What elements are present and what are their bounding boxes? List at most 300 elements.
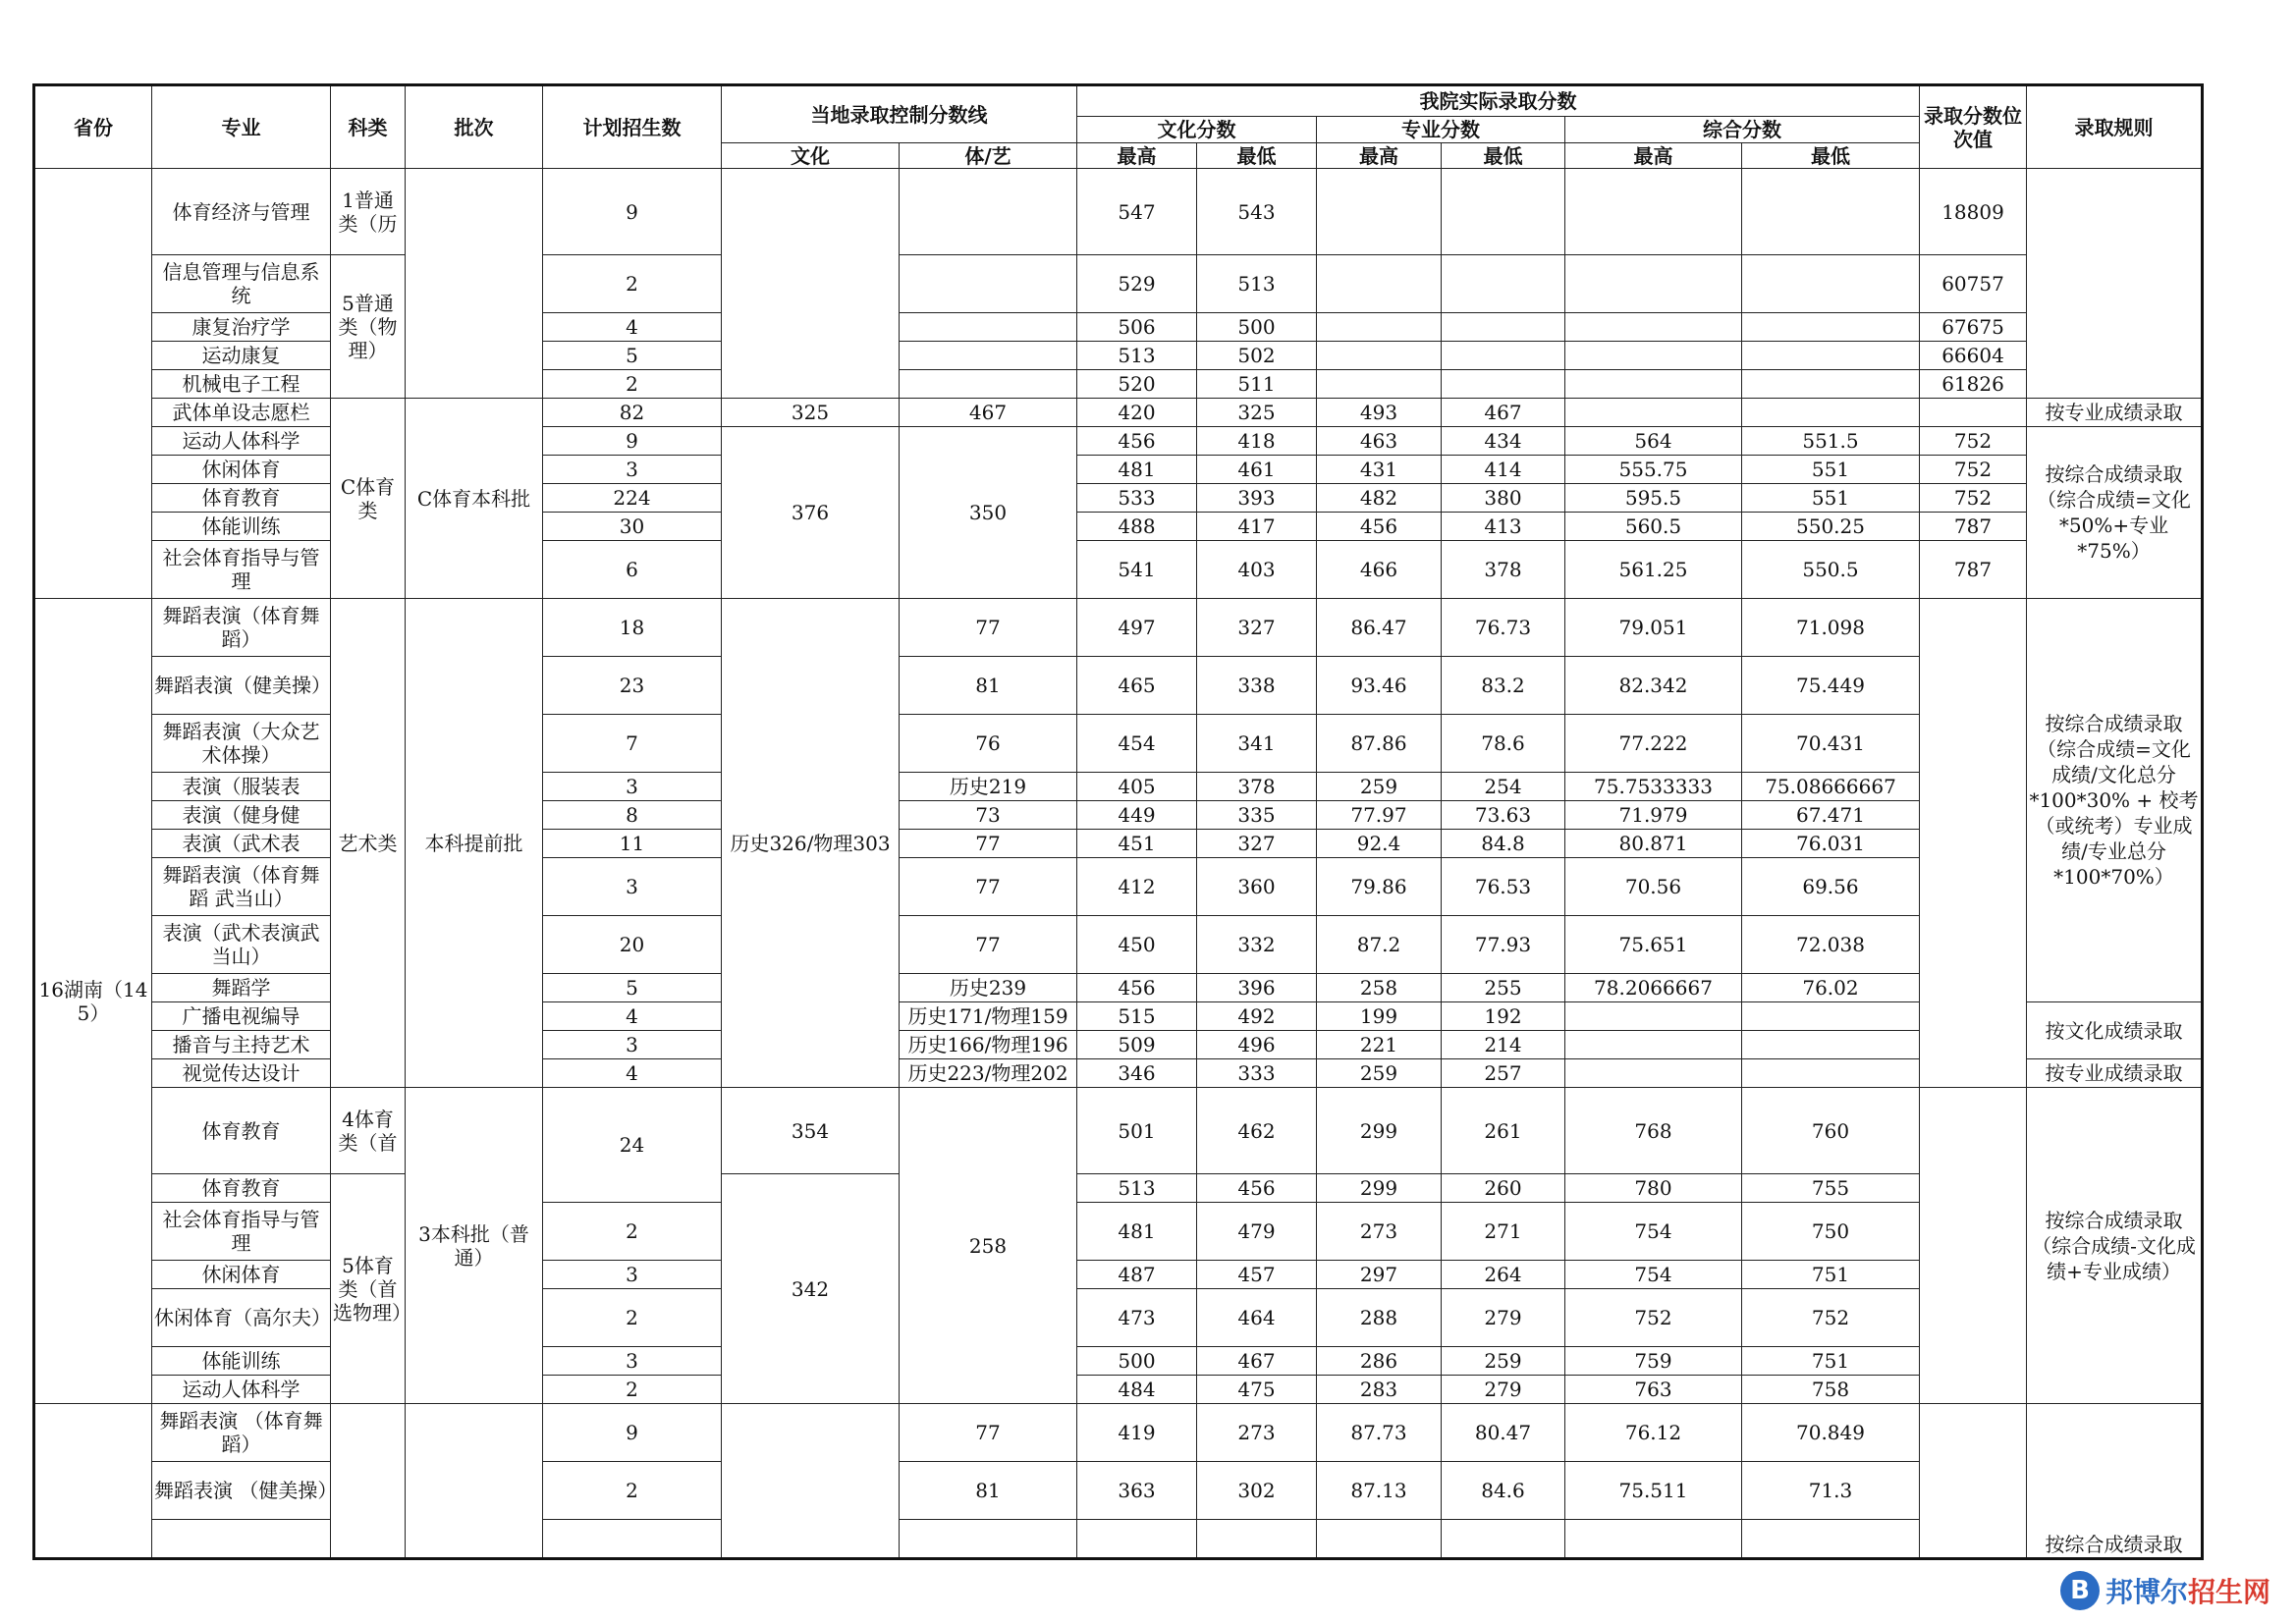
major-min-cell-cutoff: [1442, 1520, 1565, 1559]
major-max-cell: 493: [1317, 399, 1442, 427]
rank-cell: 61826: [1920, 370, 2027, 399]
culture-min-cell: 360: [1197, 858, 1317, 916]
major-cell: 社会体育指导与管理: [152, 1203, 331, 1261]
major-cell: 舞蹈表演 （健美操）: [152, 1462, 331, 1520]
local-sport-cell: [900, 313, 1077, 342]
admission-score-table: [32, 83, 2204, 1560]
total-max-cell: 555.75: [1565, 456, 1742, 484]
major-cell: 体能训练: [152, 1347, 331, 1376]
local-sport-cell: 历史239: [900, 974, 1077, 1002]
local-sport-cell: 258: [900, 1088, 1077, 1404]
major-max-cell: 466: [1317, 541, 1442, 599]
culture-min-cell-cutoff: [1197, 1520, 1317, 1559]
culture-max-cell: 513: [1077, 1174, 1197, 1203]
rank-cell-blank: [1920, 599, 2027, 1088]
table-row: [34, 599, 2203, 657]
table-header: [34, 85, 2203, 169]
rule-cell-blank: [2027, 169, 2203, 399]
culture-max-cell: 420: [1077, 399, 1197, 427]
header-total-min: 最低: [1742, 143, 1920, 169]
header-local-culture: 文化: [722, 143, 900, 169]
total-max-cell: [1565, 370, 1742, 399]
local-culture-cell: 历史326/物理303: [722, 599, 900, 1088]
major-min-cell: 84.8: [1442, 830, 1565, 858]
header-province: 省份: [34, 85, 152, 169]
header-plan: 计划招生数: [543, 85, 722, 169]
culture-min-cell: 327: [1197, 830, 1317, 858]
total-min-cell: [1742, 255, 1920, 313]
table-row: [34, 169, 2203, 255]
plan-cell: 2: [543, 370, 722, 399]
logo-text-a: 邦博尔: [2105, 1576, 2189, 1608]
total-max-cell: [1565, 1002, 1742, 1031]
culture-max-cell: 454: [1077, 715, 1197, 773]
header-major-score: 专业分数: [1317, 117, 1565, 143]
major-min-cell: 76.73: [1442, 599, 1565, 657]
major-max-cell: [1317, 255, 1442, 313]
major-cell: 运动人体科学: [152, 427, 331, 456]
major-min-cell: 73.63: [1442, 801, 1565, 830]
major-cell: 体育经济与管理: [152, 169, 331, 255]
plan-cell: 18: [543, 599, 722, 657]
local-sport-cell: 历史166/物理196: [900, 1031, 1077, 1059]
major-max-cell: [1317, 313, 1442, 342]
culture-max-cell: 547: [1077, 169, 1197, 255]
culture-min-cell: 479: [1197, 1203, 1317, 1261]
plan-cell: 2: [543, 1376, 722, 1404]
local-sport-cell: [900, 169, 1077, 255]
culture-max-cell: 529: [1077, 255, 1197, 313]
major-cell: 舞蹈表演（体育舞蹈）: [152, 599, 331, 657]
total-max-cell: 75.511: [1565, 1462, 1742, 1520]
major-min-cell: 260: [1442, 1174, 1565, 1203]
total-min-cell: 67.471: [1742, 801, 1920, 830]
header-local-line: 当地录取控制分数线: [722, 85, 1077, 143]
major-max-cell: [1317, 169, 1442, 255]
major-cell: 视觉传达设计: [152, 1059, 331, 1088]
local-sport-cell: 76: [900, 715, 1077, 773]
major-min-cell: 261: [1442, 1088, 1565, 1174]
local-sport-cell: 77: [900, 599, 1077, 657]
plan-cell: 2: [543, 255, 722, 313]
table-row: [34, 399, 2203, 427]
major-min-cell: 467: [1442, 399, 1565, 427]
batch-cell-blank: [406, 1404, 543, 1559]
major-min-cell: 414: [1442, 456, 1565, 484]
major-max-cell: 93.46: [1317, 657, 1442, 715]
category-cell: 1普通类（历: [331, 169, 406, 255]
culture-min-cell: 327: [1197, 599, 1317, 657]
major-max-cell: 463: [1317, 427, 1442, 456]
culture-max-cell: 456: [1077, 974, 1197, 1002]
rank-cell: 67675: [1920, 313, 2027, 342]
culture-min-cell: 333: [1197, 1059, 1317, 1088]
header-culture-score: 文化分数: [1077, 117, 1317, 143]
logo-b-icon: B: [2060, 1571, 2100, 1610]
major-max-cell: [1317, 370, 1442, 399]
total-max-cell: [1565, 1031, 1742, 1059]
total-max-cell: [1565, 1059, 1742, 1088]
culture-max-cell: 465: [1077, 657, 1197, 715]
plan-cell: 9: [543, 1404, 722, 1462]
province-cell: 16湖南（145）: [34, 599, 152, 1404]
total-max-cell: 71.979: [1565, 801, 1742, 830]
culture-min-cell: 475: [1197, 1376, 1317, 1404]
total-max-cell: 561.25: [1565, 541, 1742, 599]
batch-cell-blank: [406, 169, 543, 399]
header-major: 专业: [152, 85, 331, 169]
culture-min-cell: 543: [1197, 169, 1317, 255]
major-cell: 表演（武术表演武当山）: [152, 916, 331, 974]
plan-cell-cutoff: [543, 1520, 722, 1559]
major-min-cell: 279: [1442, 1376, 1565, 1404]
rank-cell: 752: [1920, 456, 2027, 484]
culture-min-cell: 502: [1197, 342, 1317, 370]
plan-cell: 8: [543, 801, 722, 830]
local-sport-cell: 81: [900, 657, 1077, 715]
total-min-cell: 752: [1742, 1289, 1920, 1347]
table-row: [34, 1404, 2203, 1462]
header-culture-min: 最低: [1197, 143, 1317, 169]
local-culture-cell: 354: [722, 1088, 900, 1174]
header-total-score: 综合分数: [1565, 117, 1920, 143]
total-max-cell: 80.871: [1565, 830, 1742, 858]
major-max-cell: 456: [1317, 513, 1442, 541]
major-cell: 表演（服装表: [152, 773, 331, 801]
major-max-cell: 259: [1317, 1059, 1442, 1088]
culture-max-cell: 363: [1077, 1462, 1197, 1520]
plan-cell: 2: [543, 1462, 722, 1520]
header-rule: 录取规则: [2027, 85, 2203, 169]
culture-max-cell: 449: [1077, 801, 1197, 830]
plan-cell: 3: [543, 773, 722, 801]
plan-cell: 7: [543, 715, 722, 773]
culture-max-cell: 419: [1077, 1404, 1197, 1462]
culture-max-cell: 541: [1077, 541, 1197, 599]
culture-min-cell: 513: [1197, 255, 1317, 313]
plan-cell: 20: [543, 916, 722, 974]
header-total-max: 最高: [1565, 143, 1742, 169]
major-min-cell: 434: [1442, 427, 1565, 456]
local-sport-cell: 历史219: [900, 773, 1077, 801]
major-min-cell: 214: [1442, 1031, 1565, 1059]
major-cell: 舞蹈表演（大众艺术体操）: [152, 715, 331, 773]
culture-min-cell: 492: [1197, 1002, 1317, 1031]
culture-min-cell: 511: [1197, 370, 1317, 399]
total-max-cell: 78.2066667: [1565, 974, 1742, 1002]
plan-cell: 3: [543, 858, 722, 916]
plan-cell: 11: [543, 830, 722, 858]
local-sport-cell: 77: [900, 1404, 1077, 1462]
total-min-cell: 755: [1742, 1174, 1920, 1203]
culture-min-cell: 496: [1197, 1031, 1317, 1059]
major-cell: 体能训练: [152, 513, 331, 541]
plan-cell: 3: [543, 1031, 722, 1059]
batch-cell: C体育本科批: [406, 399, 543, 599]
plan-cell: 3: [543, 456, 722, 484]
major-max-cell: 92.4: [1317, 830, 1442, 858]
culture-max-cell: 509: [1077, 1031, 1197, 1059]
total-min-cell: 551.5: [1742, 427, 1920, 456]
major-max-cell: 259: [1317, 773, 1442, 801]
logo-text: [2105, 1571, 2270, 1610]
major-max-cell: 221: [1317, 1031, 1442, 1059]
table-row: [34, 1088, 2203, 1174]
culture-max-cell: 497: [1077, 599, 1197, 657]
total-max-cell: 79.051: [1565, 599, 1742, 657]
header-local-sport: 体/艺: [900, 143, 1077, 169]
rank-cell: [1920, 399, 2027, 427]
major-min-cell: 77.93: [1442, 916, 1565, 974]
culture-min-cell: 418: [1197, 427, 1317, 456]
total-min-cell: [1742, 1059, 1920, 1088]
major-min-cell: 83.2: [1442, 657, 1565, 715]
major-max-cell: 299: [1317, 1088, 1442, 1174]
culture-min-cell: 378: [1197, 773, 1317, 801]
major-cell: 舞蹈表演（健美操）: [152, 657, 331, 715]
culture-min-cell: 417: [1197, 513, 1317, 541]
local-sport-cell: [900, 370, 1077, 399]
plan-cell: 4: [543, 313, 722, 342]
culture-max-cell: 346: [1077, 1059, 1197, 1088]
major-cell: 社会体育指导与管理: [152, 541, 331, 599]
rule-cell: 按综合成绩录取（综合成绩=文化*50%+专业*75%）: [2027, 427, 2203, 599]
local-sport-cell: 历史223/物理202: [900, 1059, 1077, 1088]
major-cell: 运动康复: [152, 342, 331, 370]
major-max-cell: 87.2: [1317, 916, 1442, 974]
major-max-cell: 87.86: [1317, 715, 1442, 773]
total-max-cell: [1565, 255, 1742, 313]
table-row: [34, 1174, 2203, 1203]
total-max-cell: 768: [1565, 1088, 1742, 1174]
culture-max-cell: 451: [1077, 830, 1197, 858]
rank-cell: 787: [1920, 541, 2027, 599]
culture-max-cell: 487: [1077, 1261, 1197, 1289]
culture-max-cell: 533: [1077, 484, 1197, 513]
total-min-cell: 760: [1742, 1088, 1920, 1174]
culture-max-cell: 481: [1077, 1203, 1197, 1261]
culture-max-cell: 484: [1077, 1376, 1197, 1404]
local-sport-cell: 467: [900, 399, 1077, 427]
major-cell: 播音与主持艺术: [152, 1031, 331, 1059]
culture-max-cell: 450: [1077, 916, 1197, 974]
batch-cell: 3本科批（普通）: [406, 1088, 543, 1404]
total-max-cell: 76.12: [1565, 1404, 1742, 1462]
local-sport-cell: 350: [900, 427, 1077, 599]
header-major-min: 最低: [1442, 143, 1565, 169]
culture-min-cell: 403: [1197, 541, 1317, 599]
major-max-cell-cutoff: [1317, 1520, 1442, 1559]
major-max-cell: 482: [1317, 484, 1442, 513]
total-min-cell: 76.02: [1742, 974, 1920, 1002]
culture-min-cell: 338: [1197, 657, 1317, 715]
culture-min-cell: 456: [1197, 1174, 1317, 1203]
total-max-cell: 82.342: [1565, 657, 1742, 715]
culture-min-cell: 325: [1197, 399, 1317, 427]
category-cell: 5体育类（首选物理）: [331, 1174, 406, 1404]
major-cell: 运动人体科学: [152, 1376, 331, 1404]
total-min-cell: 70.849: [1742, 1404, 1920, 1462]
rank-cell-blank: [1920, 1404, 2027, 1559]
rank-cell: 752: [1920, 427, 2027, 456]
plan-cell: 2: [543, 1289, 722, 1347]
province-cell-blank: [34, 169, 152, 599]
major-min-cell: 84.6: [1442, 1462, 1565, 1520]
total-min-cell: 75.08666667: [1742, 773, 1920, 801]
culture-min-cell: 462: [1197, 1088, 1317, 1174]
batch-cell: 本科提前批: [406, 599, 543, 1088]
total-max-cell: [1565, 399, 1742, 427]
category-cell: C体育类: [331, 399, 406, 599]
plan-cell: 24: [543, 1088, 722, 1203]
header-category: 科类: [331, 85, 406, 169]
total-max-cell: 560.5: [1565, 513, 1742, 541]
major-max-cell: [1317, 342, 1442, 370]
total-max-cell: 70.56: [1565, 858, 1742, 916]
culture-min-cell: 396: [1197, 974, 1317, 1002]
rank-cell: 66604: [1920, 342, 2027, 370]
total-min-cell: [1742, 370, 1920, 399]
major-min-cell: 76.53: [1442, 858, 1565, 916]
major-min-cell: 380: [1442, 484, 1565, 513]
major-max-cell: 258: [1317, 974, 1442, 1002]
total-min-cell: [1742, 1002, 1920, 1031]
total-min-cell: [1742, 342, 1920, 370]
local-culture-cell: 342: [722, 1174, 900, 1404]
local-sport-cell: 73: [900, 801, 1077, 830]
major-cell: 机械电子工程: [152, 370, 331, 399]
local-culture-cell-blank: [722, 169, 900, 399]
local-sport-cell: 77: [900, 916, 1077, 974]
rule-cell: 按专业成绩录取: [2027, 1059, 2203, 1088]
total-max-cell: 754: [1565, 1261, 1742, 1289]
major-cell: 广播电视编导: [152, 1002, 331, 1031]
major-min-cell: [1442, 370, 1565, 399]
major-cell: 舞蹈表演 （体育舞蹈）: [152, 1404, 331, 1462]
plan-cell: 9: [543, 427, 722, 456]
major-min-cell: [1442, 313, 1565, 342]
major-cell: 信息管理与信息系统: [152, 255, 331, 313]
plan-cell: 82: [543, 399, 722, 427]
culture-max-cell: 473: [1077, 1289, 1197, 1347]
culture-min-cell: 332: [1197, 916, 1317, 974]
site-watermark-logo: [2060, 1569, 2270, 1612]
major-max-cell: 283: [1317, 1376, 1442, 1404]
plan-cell: 23: [543, 657, 722, 715]
major-max-cell: 288: [1317, 1289, 1442, 1347]
total-min-cell: [1742, 399, 1920, 427]
total-max-cell: 759: [1565, 1347, 1742, 1376]
culture-max-cell: 412: [1077, 858, 1197, 916]
total-max-cell: [1565, 342, 1742, 370]
plan-cell: 3: [543, 1261, 722, 1289]
rule-cell: 按专业成绩录取: [2027, 399, 2203, 427]
total-min-cell: 71.3: [1742, 1462, 1920, 1520]
major-min-cell: 78.6: [1442, 715, 1565, 773]
total-min-cell: 69.56: [1742, 858, 1920, 916]
logo-text-b: 招生网: [2188, 1576, 2271, 1608]
total-min-cell: 758: [1742, 1376, 1920, 1404]
culture-max-cell: 520: [1077, 370, 1197, 399]
total-max-cell-cutoff: [1565, 1520, 1742, 1559]
rank-cell: 752: [1920, 484, 2027, 513]
major-cell: 体育教育: [152, 1174, 331, 1203]
header-major-max: 最高: [1317, 143, 1442, 169]
total-min-cell: [1742, 313, 1920, 342]
major-min-cell: [1442, 169, 1565, 255]
major-min-cell: [1442, 255, 1565, 313]
major-min-cell: [1442, 342, 1565, 370]
local-sport-cell-cutoff: [900, 1520, 1077, 1559]
culture-max-cell-cutoff: [1077, 1520, 1197, 1559]
major-max-cell: 199: [1317, 1002, 1442, 1031]
category-cell: 4体育类（首: [331, 1088, 406, 1174]
total-min-cell: 751: [1742, 1261, 1920, 1289]
culture-min-cell: 273: [1197, 1404, 1317, 1462]
header-culture-max: 最高: [1077, 143, 1197, 169]
admission-table-container: [32, 83, 2201, 1556]
total-min-cell: 750: [1742, 1203, 1920, 1261]
major-cell: 康复治疗学: [152, 313, 331, 342]
culture-min-cell: 464: [1197, 1289, 1317, 1347]
total-min-cell: 550.5: [1742, 541, 1920, 599]
major-min-cell: 271: [1442, 1203, 1565, 1261]
rank-cell-blank: [1920, 1088, 2027, 1404]
total-min-cell: 551: [1742, 484, 1920, 513]
major-max-cell: 286: [1317, 1347, 1442, 1376]
local-sport-cell: 77: [900, 858, 1077, 916]
rule-cell: 按综合成绩录取（综合成绩=文化成绩/文化总分*100*30% + 校考（或统考）专业成绩/专业总分*100*70%）: [2027, 599, 2203, 1002]
culture-max-cell: 506: [1077, 313, 1197, 342]
major-min-cell: 378: [1442, 541, 1565, 599]
total-min-cell: 751: [1742, 1347, 1920, 1376]
major-max-cell: 431: [1317, 456, 1442, 484]
total-max-cell: [1565, 313, 1742, 342]
total-max-cell: 75.651: [1565, 916, 1742, 974]
major-cell: 休闲体育（高尔夫）: [152, 1289, 331, 1347]
table-body: [34, 169, 2203, 1559]
total-max-cell: 595.5: [1565, 484, 1742, 513]
major-max-cell: 77.97: [1317, 801, 1442, 830]
total-max-cell: 763: [1565, 1376, 1742, 1404]
major-max-cell: 299: [1317, 1174, 1442, 1203]
culture-min-cell: 467: [1197, 1347, 1317, 1376]
total-max-cell: 780: [1565, 1174, 1742, 1203]
plan-cell: 3: [543, 1347, 722, 1376]
rule-cell: 按综合成绩录取: [2027, 1404, 2203, 1559]
major-min-cell: 254: [1442, 773, 1565, 801]
major-min-cell: 279: [1442, 1289, 1565, 1347]
plan-cell: 9: [543, 169, 722, 255]
plan-cell: 2: [543, 1203, 722, 1261]
plan-cell: 30: [543, 513, 722, 541]
plan-cell: 5: [543, 974, 722, 1002]
total-min-cell: 551: [1742, 456, 1920, 484]
major-cell: 休闲体育: [152, 1261, 331, 1289]
plan-cell: 5: [543, 342, 722, 370]
local-sport-cell: 历史171/物理159: [900, 1002, 1077, 1031]
culture-max-cell: 456: [1077, 427, 1197, 456]
plan-cell: 6: [543, 541, 722, 599]
major-cell: 舞蹈学: [152, 974, 331, 1002]
total-max-cell: 77.222: [1565, 715, 1742, 773]
culture-min-cell: 461: [1197, 456, 1317, 484]
culture-max-cell: 513: [1077, 342, 1197, 370]
major-cell-cutoff: [152, 1520, 331, 1559]
plan-cell: 4: [543, 1059, 722, 1088]
culture-max-cell: 500: [1077, 1347, 1197, 1376]
total-min-cell: [1742, 169, 1920, 255]
